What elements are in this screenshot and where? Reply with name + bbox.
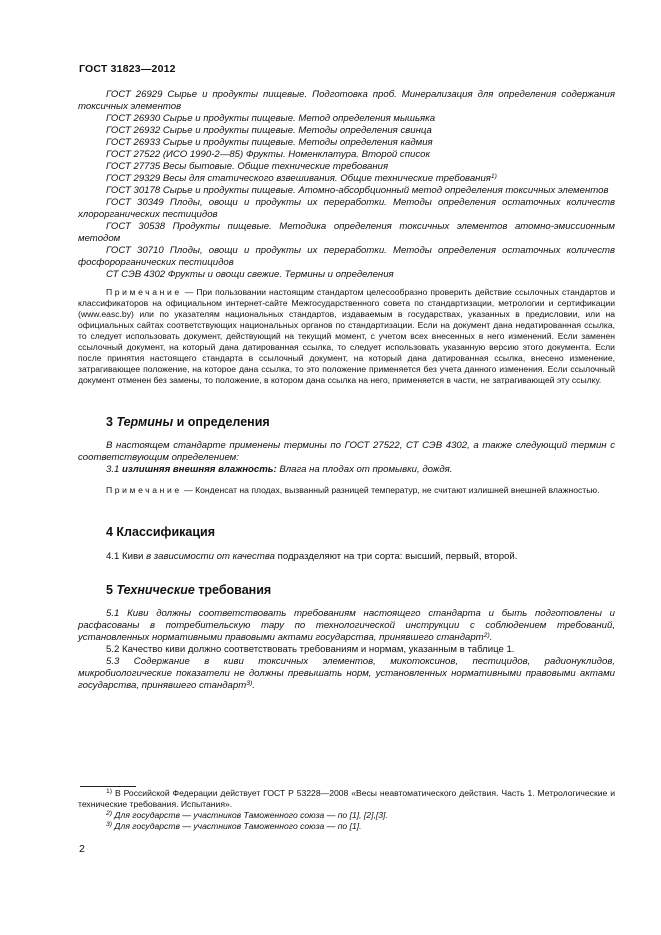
ref-item: ГОСТ 30710 Плоды, овощи и продукты их переработки. Методы определения остаточных количеств фосфорорганических пестицидов xyxy=(78,245,615,268)
section-number: 3 xyxy=(106,414,117,429)
para-5-1: 5.1 Киви должны соответствовать требованиям настоящего стандарта и быть подготовлены и расфасованы в потребительскую тару по технологической инструкции с соблюдением требований, установленных нормативными правовыми актами государства, принявшего стандарт$^{2)}$. xyxy=(78,608,615,644)
ref-item: ГОСТ 30538 Продукты пищевые. Методика определения токсичных элементов атомно-эмиссионным методом xyxy=(78,221,615,244)
para-text: подразделяют на три сорта: высший, первый, второй. xyxy=(274,551,518,563)
term-3-1 xyxy=(78,464,615,476)
para-5-3: 5.3 Содержание в киви токсичных элементов, микотоксинов, пестицидов, радионуклидов, микробиологические показатели не должны превышать норм, установленных нормативными правовыми актами государства, принявшего стандарт$^{3)}$. xyxy=(78,656,615,692)
footnote-text: Для государств — участников Таможенного союза — по [1]. xyxy=(112,821,362,831)
footnote-mark: 3) xyxy=(106,821,113,828)
ref-item-text: ГОСТ 29329 Весы для статического взвешивания. Общие технические требования xyxy=(106,173,491,184)
footnote xyxy=(78,788,615,810)
section-4-para xyxy=(78,551,615,563)
note-text: — При пользовании настоящим стандартом целесообразно проверить действие ссылочных стандартов и классификаторов на официальном интернет-сайте Межгосударственного совета по стандартизации, метрологии и сертификации (www.easc.by) или по указателям национальных стандартов, издаваемым в государствах, указанных в предисловии, или на официальных сайтах соответствующих национальных органов по стандартизации. Если на документ дана недатированная ссылка, то следует использовать документ, действующий на текущий момент, с учетом всех внесенных в него изменений. Если заменен ссылочный документ, на который дана датированная ссылка, то следует использовать указанную версию этого документа. Если после принятия настоящего стандарта в ссылочный документ, на который дана датированная ссылка, внесено изменение, затрагивающее положение, на которое дана ссылка, то это положение применяется без учета данного изменения. Если ссылочный документ отменен без замены, то положение, в котором дана ссылка на него, применяется в части, не затрагивающей эту ссылку. xyxy=(78,287,615,385)
footnote-divider xyxy=(80,786,136,787)
section-4-heading: 4 Классификация xyxy=(106,525,216,540)
note-label: Примечание xyxy=(106,287,182,297)
section-3-heading xyxy=(78,415,615,429)
para-italic: в зависимости от качества xyxy=(146,551,275,563)
footnote-text: Для государств — участников Таможенного союза — по [1], [2],[3]. xyxy=(112,810,388,820)
term-definition: Влага на плодах от промывки, дождя. xyxy=(276,463,453,475)
term-note xyxy=(78,485,615,496)
ref-item: ГОСТ 27735 Весы бытовые. Общие технические требования xyxy=(106,161,389,172)
note-label: Примечание xyxy=(106,484,182,495)
section-number: 5 xyxy=(106,583,117,598)
ref-item: ГОСТ 26930 Сырье и продукты пищевые. Метод определения мышьяка xyxy=(106,113,436,124)
footnote xyxy=(78,810,615,821)
para-text: 4.1 Киви xyxy=(106,551,147,563)
ref-item: ГОСТ 26933 Сырье и продукты пищевые. Методы определения кадмия xyxy=(106,137,433,148)
footnote-mark: 1) xyxy=(490,173,497,180)
ref-item: СТ СЭВ 4302 Фрукты и овощи свежие. Термины и определения xyxy=(106,269,394,280)
ref-item: ГОСТ 30349 Плоды, овощи и продукты их переработки. Методы определения остаточных количеств хлорорганических пестицидов xyxy=(78,197,615,220)
footnote-mark: 2) xyxy=(483,632,490,640)
document-body xyxy=(78,89,615,692)
references-note xyxy=(78,287,615,386)
footnote-mark: 1) xyxy=(106,788,113,795)
para-text: 5.3 Содержание в киви токсичных элементов, микотоксинов, пестицидов, радионуклидов, микробиологические показатели не должны превышать норм, установленных нормативными правовыми актами государства, принявшего стандарт xyxy=(78,656,615,692)
section-3-intro: В настоящем стандарте применены термины по ГОСТ 27522, СТ СЭВ 4302, а также следующий термин с соответствующим определением: xyxy=(78,439,615,463)
term-name: излишняя внешняя влажность: xyxy=(122,463,277,475)
ref-item: ГОСТ 27522 (ИСО 1990-2—85) Фрукты. Номенклатура. Второй список xyxy=(106,149,430,160)
section-title-italic: Технические xyxy=(116,583,195,598)
section-title-rest: требования xyxy=(194,583,272,598)
section-5-heading xyxy=(78,583,615,597)
term-number: 3.1 xyxy=(106,463,123,475)
footnotes xyxy=(78,788,615,832)
page-number: 2 xyxy=(79,843,85,855)
normative-references xyxy=(78,89,615,281)
ref-item xyxy=(78,173,615,185)
para-text: 5.1 Киви должны соответствовать требованиям настоящего стандарта и быть подготовлены и расфасованы в потребительскую тару по технологической инструкции с соблюдением требований, установленных нормативными правовыми актами государства, принявшего стандарт xyxy=(78,608,615,644)
footnote-mark: 2) xyxy=(106,810,113,817)
ref-item: ГОСТ 26929 Сырье и продукты пищевые. Подготовка проб. Минерализация для определения содержания токсичных элементов xyxy=(78,89,615,112)
ref-item: ГОСТ 26932 Сырье и продукты пищевые. Методы определения свинца xyxy=(106,125,432,136)
footnote-text: В Российской Федерации действует ГОСТ Р 53228—2008 «Весы неавтоматического действия. Часть 1. Метрологические и технические требования. Испытания». xyxy=(78,788,615,809)
footnote xyxy=(78,821,615,832)
footnote-mark: 3) xyxy=(246,680,253,688)
section-title-italic: Термины xyxy=(116,414,174,429)
document-header: ГОСТ 31823—2012 xyxy=(79,63,176,75)
note-text: — Конденсат на плодах, вызванный разницей температур, не считают излишней внешней влажностью. xyxy=(181,484,600,495)
para-5-2: 5.2 Качество киви должно соответствовать требованиям и нормам, указанным в таблице 1. xyxy=(106,644,515,656)
ref-item: ГОСТ 30178 Сырье и продукты пищевые. Атомно-абсорбционный метод определения токсичных элементов xyxy=(106,185,609,196)
section-title-rest: и определения xyxy=(173,414,270,429)
